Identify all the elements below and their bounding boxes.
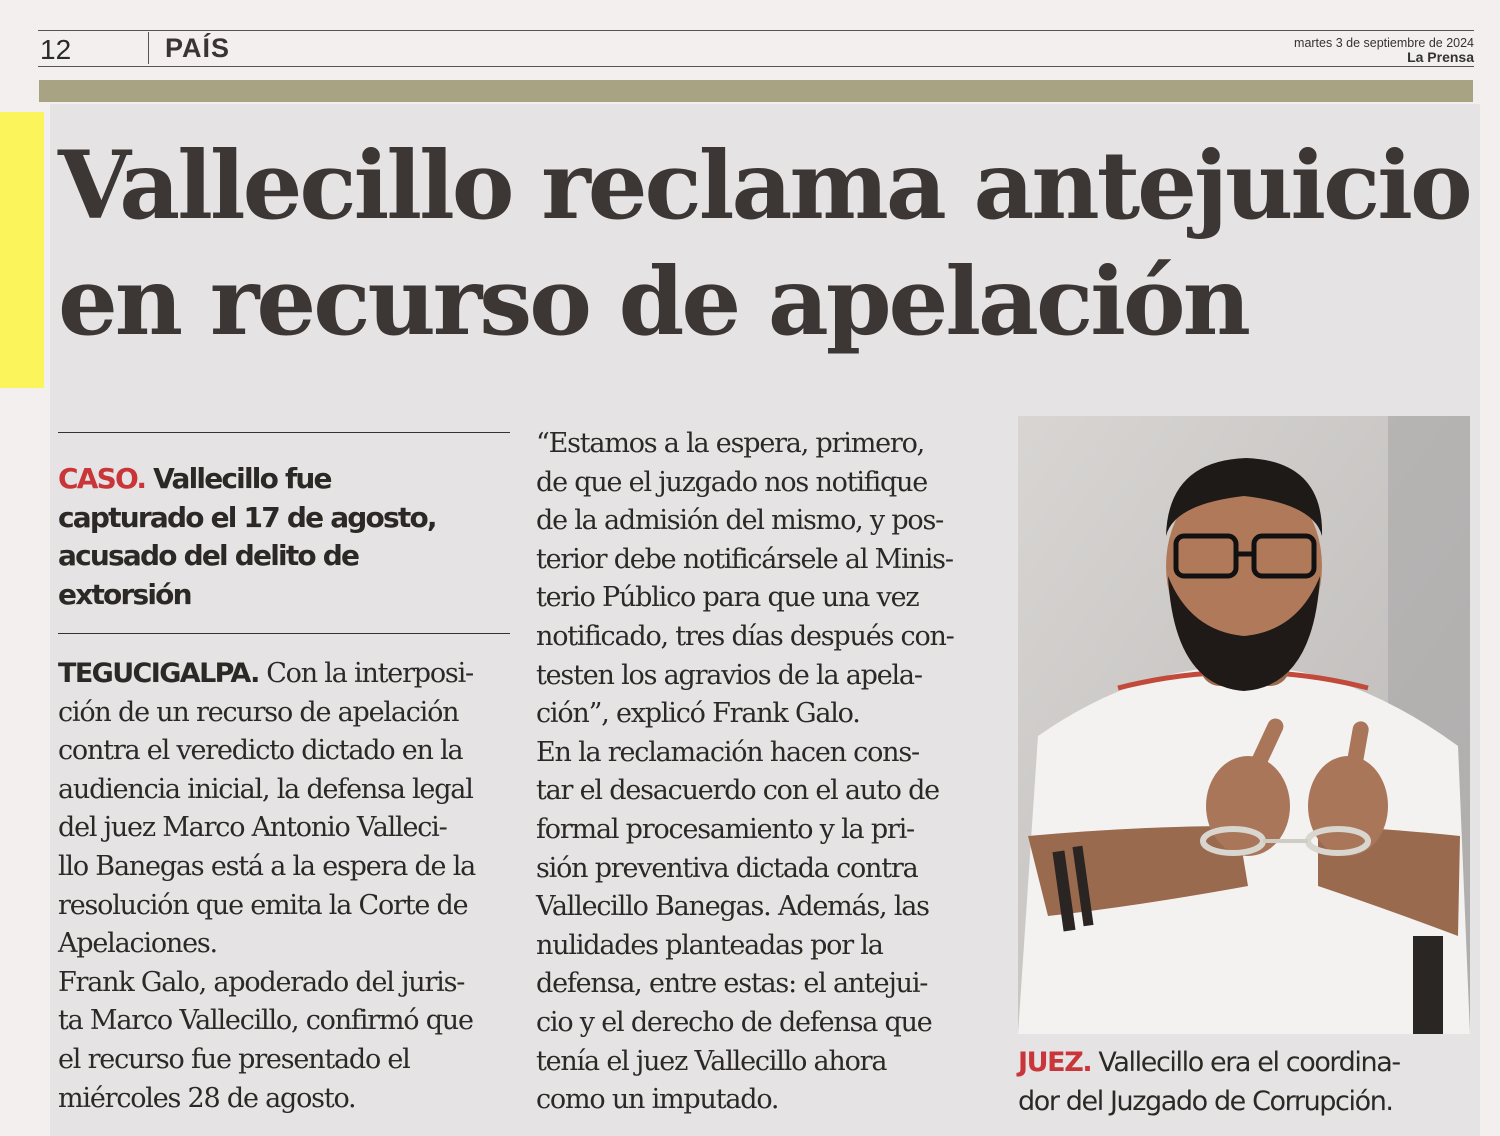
body-line: formal procesamiento y la pri- bbox=[536, 813, 914, 845]
summary-label: CASO. bbox=[58, 462, 146, 495]
body-line: audiencia inicial, la defensa legal bbox=[58, 773, 473, 805]
body-line: defensa, entre estas: el antejui- bbox=[536, 968, 928, 1000]
body-line: testen los agravios de la apela- bbox=[536, 659, 922, 691]
body-line: de que el juzgado nos notifique bbox=[536, 466, 928, 498]
summary-line: Vallecillo fue bbox=[145, 462, 331, 495]
headline-line-1: Vallecillo reclama antejuicio bbox=[58, 131, 1470, 241]
body-line: llo Banegas está a la espera de la bbox=[58, 850, 476, 882]
body-line: tenía el juez Vallecillo ahora bbox=[536, 1045, 887, 1077]
summary-line: acusado del delito de bbox=[58, 539, 359, 572]
section-name: PAÍS bbox=[165, 33, 231, 63]
body-line: ta Marco Vallecillo, confirmó que bbox=[58, 1005, 473, 1037]
issue-date: martes 3 de septiembre de 2024 bbox=[1294, 36, 1474, 50]
header-separator bbox=[148, 32, 149, 64]
summary-bottom-rule bbox=[58, 633, 510, 634]
body-line: contra el veredicto dictado en la bbox=[58, 735, 463, 767]
headline bbox=[58, 128, 1478, 360]
body-line: terior debe notificársele al Minis- bbox=[536, 543, 953, 575]
body-column-2 bbox=[536, 425, 988, 1120]
summary-line: extorsión bbox=[58, 577, 191, 611]
summary-line: capturado el 17 de agosto, bbox=[58, 500, 436, 534]
body-line: terio Público para que una vez bbox=[536, 582, 919, 614]
headline-line-2: en recurso de apelación bbox=[58, 247, 1248, 357]
photo-illustration bbox=[1018, 416, 1470, 1034]
body-line: como un imputado. bbox=[536, 1084, 779, 1116]
body-line: Frank Galo, apoderado del juris- bbox=[58, 966, 465, 998]
body-line: sión preventiva dictada contra bbox=[536, 852, 918, 884]
header-bottom-rule bbox=[38, 66, 1474, 67]
body-line: resolución que emita la Corte de bbox=[58, 889, 468, 921]
caption-label: JUEZ. bbox=[1018, 1047, 1092, 1078]
body-line: miércoles 28 de agosto. bbox=[58, 1082, 356, 1114]
body-line: ción”, explicó Frank Galo. bbox=[536, 698, 860, 730]
body-line: Vallecillo Banegas. Además, las bbox=[536, 891, 929, 923]
body-line: Con la interposi- bbox=[258, 658, 473, 689]
article-photo bbox=[1018, 416, 1470, 1034]
body-line: nulidades planteadas por la bbox=[536, 929, 883, 961]
section-color-bar bbox=[39, 80, 1473, 102]
caption-text: Vallecillo era el coordina- bbox=[1091, 1047, 1400, 1078]
body-line: “Estamos a la espera, primero, bbox=[536, 428, 925, 459]
body-line: ción de un recurso de apelación bbox=[58, 696, 459, 728]
body-line: de la admisión del mismo, y pos- bbox=[536, 505, 944, 537]
highlighter-mark bbox=[0, 112, 44, 388]
dateline: TEGUCIGALPA. bbox=[58, 658, 259, 689]
header-top-rule bbox=[38, 30, 1474, 31]
newspaper-name: La Prensa bbox=[1407, 49, 1474, 65]
body-line: notificado, tres días después con- bbox=[536, 620, 954, 652]
body-line: En la reclamación hacen cons- bbox=[536, 736, 919, 768]
body-line: del juez Marco Antonio Valleci- bbox=[58, 812, 447, 844]
body-column-1 bbox=[58, 655, 510, 1118]
body-line: cio y el derecho de defensa que bbox=[536, 1006, 932, 1038]
summary-top-rule bbox=[58, 432, 510, 433]
summary-box bbox=[58, 460, 510, 614]
photo-caption bbox=[1018, 1043, 1468, 1121]
body-line: tar el desacuerdo con el auto de bbox=[536, 775, 939, 807]
page-number: 12 bbox=[40, 34, 72, 65]
body-line: Apelaciones. bbox=[58, 928, 217, 960]
body-line: el recurso fue presentado el bbox=[58, 1043, 410, 1075]
caption-text: dor del Juzgado de Corrupción. bbox=[1018, 1086, 1393, 1117]
